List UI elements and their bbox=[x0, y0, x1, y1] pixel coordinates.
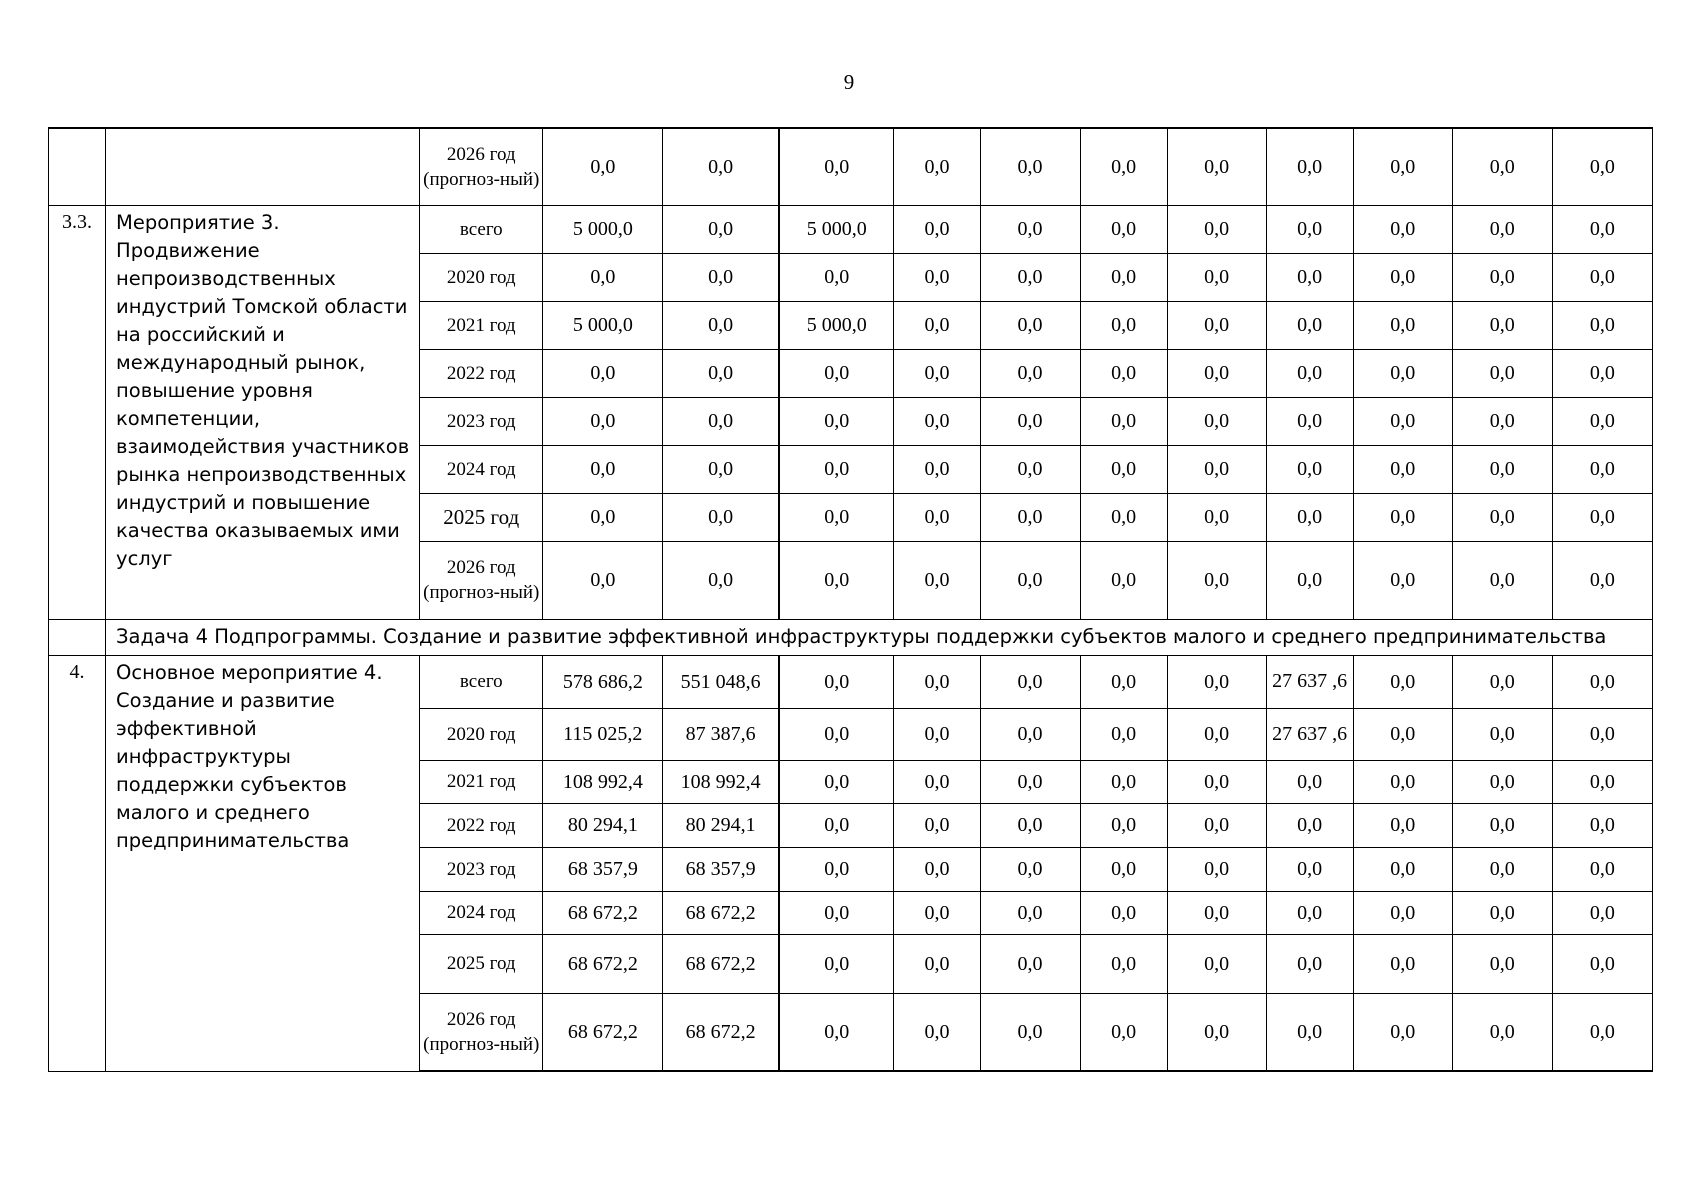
value-cell: 0,0 bbox=[1266, 847, 1353, 891]
value-cell: 0,0 bbox=[1353, 934, 1452, 993]
value-cell: 0,0 bbox=[779, 253, 894, 301]
value-cell: 5 000,0 bbox=[543, 205, 663, 253]
value-cell: 0,0 bbox=[1167, 445, 1266, 493]
value-cell: 0,0 bbox=[1080, 934, 1167, 993]
value-cell: 0,0 bbox=[663, 205, 779, 253]
value-cell: 0,0 bbox=[663, 397, 779, 445]
value-cell: 0,0 bbox=[779, 445, 894, 493]
task-row bbox=[49, 619, 1653, 655]
value-cell: 0,0 bbox=[1552, 493, 1652, 541]
value-cell: 0,0 bbox=[1452, 205, 1552, 253]
value-cell: 0,0 bbox=[1353, 445, 1452, 493]
value-cell: 68 672,2 bbox=[543, 934, 663, 993]
value-cell: 0,0 bbox=[543, 128, 663, 205]
value-cell: 0,0 bbox=[779, 349, 894, 397]
value-cell: 27 637 ,6 bbox=[1266, 708, 1353, 760]
year-cell: всего bbox=[420, 655, 543, 708]
value-cell: 0,0 bbox=[1552, 655, 1652, 708]
value-cell: 0,0 bbox=[980, 708, 1080, 760]
value-cell: 0,0 bbox=[1266, 349, 1353, 397]
value-cell: 0,0 bbox=[779, 128, 894, 205]
value-cell: 0,0 bbox=[543, 253, 663, 301]
value-cell: 0,0 bbox=[1080, 253, 1167, 301]
financing-table bbox=[48, 127, 1653, 1072]
row-number-cell: 4. bbox=[49, 655, 106, 1071]
value-cell: 0,0 bbox=[980, 655, 1080, 708]
value-cell: 0,0 bbox=[1552, 760, 1652, 803]
value-cell: 0,0 bbox=[1552, 993, 1652, 1071]
value-cell: 0,0 bbox=[663, 349, 779, 397]
value-cell: 0,0 bbox=[1552, 803, 1652, 847]
value-cell: 0,0 bbox=[894, 205, 980, 253]
value-cell: 0,0 bbox=[663, 301, 779, 349]
value-cell: 0,0 bbox=[980, 541, 1080, 619]
value-cell: 0,0 bbox=[663, 128, 779, 205]
value-cell: 0,0 bbox=[894, 253, 980, 301]
value-cell: 0,0 bbox=[1080, 493, 1167, 541]
value-cell: 0,0 bbox=[894, 301, 980, 349]
value-cell: 0,0 bbox=[1353, 541, 1452, 619]
value-cell: 0,0 bbox=[980, 349, 1080, 397]
year-cell: 2021 год bbox=[420, 301, 543, 349]
value-cell: 0,0 bbox=[663, 493, 779, 541]
row-number-cell bbox=[49, 128, 106, 205]
value-cell: 87 387,6 bbox=[663, 708, 779, 760]
value-cell: 0,0 bbox=[779, 760, 894, 803]
value-cell: 0,0 bbox=[1167, 934, 1266, 993]
value-cell: 0,0 bbox=[1080, 803, 1167, 847]
value-cell: 0,0 bbox=[1552, 349, 1652, 397]
value-cell: 0,0 bbox=[1167, 708, 1266, 760]
value-cell: 0,0 bbox=[894, 934, 980, 993]
value-cell: 0,0 bbox=[1552, 205, 1652, 253]
value-cell: 0,0 bbox=[1353, 493, 1452, 541]
year-cell: 2026 год (прогноз-ный) bbox=[420, 541, 543, 619]
value-cell: 0,0 bbox=[779, 397, 894, 445]
value-cell: 0,0 bbox=[980, 253, 1080, 301]
value-cell: 0,0 bbox=[1167, 205, 1266, 253]
value-cell: 0,0 bbox=[1167, 993, 1266, 1071]
value-cell: 0,0 bbox=[1353, 349, 1452, 397]
value-cell: 115 025,2 bbox=[543, 708, 663, 760]
value-cell: 0,0 bbox=[663, 253, 779, 301]
value-cell: 0,0 bbox=[1353, 655, 1452, 708]
value-cell: 68 672,2 bbox=[663, 891, 779, 934]
value-cell: 0,0 bbox=[1167, 128, 1266, 205]
value-cell: 0,0 bbox=[1353, 205, 1452, 253]
value-cell: 0,0 bbox=[980, 445, 1080, 493]
year-cell: 2024 год bbox=[420, 891, 543, 934]
value-cell: 0,0 bbox=[543, 541, 663, 619]
value-cell: 0,0 bbox=[1552, 301, 1652, 349]
value-cell: 0,0 bbox=[1080, 397, 1167, 445]
value-cell: 0,0 bbox=[894, 541, 980, 619]
year-cell: 2026 год (прогноз-ный) bbox=[420, 993, 543, 1071]
value-cell: 0,0 bbox=[980, 993, 1080, 1071]
value-cell: 0,0 bbox=[1266, 541, 1353, 619]
year-cell: 2025 год bbox=[420, 493, 543, 541]
value-cell: 0,0 bbox=[779, 993, 894, 1071]
value-cell: 0,0 bbox=[1552, 445, 1652, 493]
table-row bbox=[49, 205, 1653, 253]
page-number: 9 bbox=[843, 70, 855, 94]
value-cell: 0,0 bbox=[1552, 541, 1652, 619]
value-cell: 0,0 bbox=[1452, 253, 1552, 301]
value-cell: 0,0 bbox=[1552, 708, 1652, 760]
value-cell: 0,0 bbox=[1080, 349, 1167, 397]
value-cell: 0,0 bbox=[894, 708, 980, 760]
year-cell: 2023 год bbox=[420, 397, 543, 445]
value-cell: 5 000,0 bbox=[779, 301, 894, 349]
value-cell: 0,0 bbox=[543, 349, 663, 397]
value-cell: 0,0 bbox=[779, 891, 894, 934]
value-cell: 0,0 bbox=[894, 397, 980, 445]
value-cell: 0,0 bbox=[1167, 301, 1266, 349]
value-cell: 0,0 bbox=[980, 397, 1080, 445]
value-cell: 0,0 bbox=[1353, 847, 1452, 891]
value-cell: 0,0 bbox=[980, 934, 1080, 993]
row-number-cell: 3.3. bbox=[49, 205, 106, 619]
value-cell: 0,0 bbox=[980, 847, 1080, 891]
value-cell: 0,0 bbox=[779, 541, 894, 619]
value-cell: 0,0 bbox=[1452, 847, 1552, 891]
value-cell: 108 992,4 bbox=[663, 760, 779, 803]
year-cell: 2020 год bbox=[420, 253, 543, 301]
value-cell: 0,0 bbox=[1080, 128, 1167, 205]
year-cell: 2020 год bbox=[420, 708, 543, 760]
value-cell: 0,0 bbox=[1266, 445, 1353, 493]
value-cell: 0,0 bbox=[1353, 128, 1452, 205]
value-cell: 0,0 bbox=[1452, 708, 1552, 760]
task-title: Задача 4 Подпрограммы. Создание и развитие эффективной инфраструктуры поддержки субъектов малого и среднего предпринимательства bbox=[106, 619, 1653, 655]
value-cell: 68 357,9 bbox=[543, 847, 663, 891]
value-cell: 108 992,4 bbox=[543, 760, 663, 803]
value-cell: 0,0 bbox=[1452, 655, 1552, 708]
value-cell: 0,0 bbox=[1452, 934, 1552, 993]
value-cell: 0,0 bbox=[894, 655, 980, 708]
value-cell: 0,0 bbox=[1266, 301, 1353, 349]
value-cell: 0,0 bbox=[1552, 253, 1652, 301]
value-cell: 0,0 bbox=[894, 847, 980, 891]
value-cell: 5 000,0 bbox=[543, 301, 663, 349]
value-cell: 0,0 bbox=[1452, 493, 1552, 541]
value-cell: 0,0 bbox=[1167, 541, 1266, 619]
value-cell: 0,0 bbox=[1080, 301, 1167, 349]
value-cell: 0,0 bbox=[980, 128, 1080, 205]
value-cell: 0,0 bbox=[894, 993, 980, 1071]
value-cell: 68 672,2 bbox=[543, 891, 663, 934]
value-cell: 0,0 bbox=[980, 493, 1080, 541]
event-name-cell bbox=[106, 128, 420, 205]
value-cell: 0,0 bbox=[894, 445, 980, 493]
value-cell: 0,0 bbox=[980, 760, 1080, 803]
value-cell: 0,0 bbox=[980, 301, 1080, 349]
value-cell: 0,0 bbox=[543, 445, 663, 493]
value-cell: 0,0 bbox=[1080, 541, 1167, 619]
value-cell: 0,0 bbox=[1452, 301, 1552, 349]
table-row bbox=[49, 655, 1653, 708]
value-cell: 0,0 bbox=[894, 803, 980, 847]
value-cell: 27 637 ,6 bbox=[1266, 655, 1353, 708]
value-cell: 0,0 bbox=[543, 397, 663, 445]
value-cell: 0,0 bbox=[1080, 708, 1167, 760]
event-name-cell: Мероприятие 3. Продвижение непроизводственных индустрий Томской области на российский и международный рынок, повышение уровня компетенции, взаимодействия участников рынка непроизводственных индустрий и повышение качества оказываемых ими услуг bbox=[106, 205, 420, 619]
value-cell: 0,0 bbox=[1353, 253, 1452, 301]
year-cell: 2024 год bbox=[420, 445, 543, 493]
value-cell: 0,0 bbox=[1266, 128, 1353, 205]
value-cell: 0,0 bbox=[1353, 993, 1452, 1071]
value-cell: 0,0 bbox=[1167, 760, 1266, 803]
value-cell: 0,0 bbox=[1080, 847, 1167, 891]
value-cell: 0,0 bbox=[1266, 891, 1353, 934]
value-cell: 0,0 bbox=[1452, 541, 1552, 619]
year-cell: всего bbox=[420, 205, 543, 253]
value-cell: 0,0 bbox=[1452, 760, 1552, 803]
value-cell: 0,0 bbox=[1080, 760, 1167, 803]
value-cell: 0,0 bbox=[1266, 803, 1353, 847]
value-cell: 0,0 bbox=[1266, 993, 1353, 1071]
value-cell: 0,0 bbox=[1167, 803, 1266, 847]
value-cell: 0,0 bbox=[663, 541, 779, 619]
value-cell: 0,0 bbox=[1080, 655, 1167, 708]
year-cell: 2022 год bbox=[420, 349, 543, 397]
value-cell: 0,0 bbox=[1080, 891, 1167, 934]
value-cell: 0,0 bbox=[1080, 205, 1167, 253]
value-cell: 0,0 bbox=[1452, 891, 1552, 934]
value-cell: 0,0 bbox=[1552, 847, 1652, 891]
value-cell: 0,0 bbox=[1452, 993, 1552, 1071]
value-cell: 0,0 bbox=[1353, 397, 1452, 445]
value-cell: 0,0 bbox=[1167, 493, 1266, 541]
value-cell: 5 000,0 bbox=[779, 205, 894, 253]
value-cell: 0,0 bbox=[1167, 847, 1266, 891]
year-cell: 2023 год bbox=[420, 847, 543, 891]
value-cell: 0,0 bbox=[1452, 803, 1552, 847]
value-cell: 68 672,2 bbox=[663, 934, 779, 993]
value-cell: 0,0 bbox=[779, 708, 894, 760]
value-cell: 0,0 bbox=[543, 493, 663, 541]
year-cell: 2025 год bbox=[420, 934, 543, 993]
value-cell: 0,0 bbox=[894, 891, 980, 934]
value-cell: 0,0 bbox=[894, 128, 980, 205]
year-cell: 2021 год bbox=[420, 760, 543, 803]
value-cell: 0,0 bbox=[980, 803, 1080, 847]
value-cell: 0,0 bbox=[1552, 891, 1652, 934]
value-cell: 0,0 bbox=[894, 349, 980, 397]
event-name-cell: Основное мероприятие 4. Создание и развитие эффективной инфраструктуры поддержки субъектов малого и среднего предпринимательства bbox=[106, 655, 420, 1071]
value-cell: 0,0 bbox=[663, 445, 779, 493]
year-cell: 2022 год bbox=[420, 803, 543, 847]
value-cell: 0,0 bbox=[1167, 253, 1266, 301]
table-row bbox=[49, 128, 1653, 205]
value-cell: 0,0 bbox=[894, 760, 980, 803]
value-cell: 0,0 bbox=[894, 493, 980, 541]
value-cell: 68 357,9 bbox=[663, 847, 779, 891]
value-cell: 0,0 bbox=[1452, 128, 1552, 205]
value-cell: 0,0 bbox=[1353, 708, 1452, 760]
value-cell: 0,0 bbox=[1552, 128, 1652, 205]
value-cell: 0,0 bbox=[1452, 397, 1552, 445]
value-cell: 0,0 bbox=[1266, 205, 1353, 253]
value-cell: 0,0 bbox=[779, 655, 894, 708]
value-cell: 80 294,1 bbox=[543, 803, 663, 847]
value-cell: 551 048,6 bbox=[663, 655, 779, 708]
value-cell: 0,0 bbox=[1266, 397, 1353, 445]
value-cell: 0,0 bbox=[980, 891, 1080, 934]
value-cell: 0,0 bbox=[1080, 445, 1167, 493]
value-cell: 0,0 bbox=[1353, 760, 1452, 803]
row-number-cell bbox=[49, 619, 106, 655]
value-cell: 0,0 bbox=[1452, 445, 1552, 493]
value-cell: 0,0 bbox=[1353, 301, 1452, 349]
value-cell: 0,0 bbox=[1167, 397, 1266, 445]
value-cell: 0,0 bbox=[1353, 891, 1452, 934]
value-cell: 0,0 bbox=[1552, 397, 1652, 445]
value-cell: 68 672,2 bbox=[663, 993, 779, 1071]
value-cell: 0,0 bbox=[1353, 803, 1452, 847]
value-cell: 0,0 bbox=[1167, 891, 1266, 934]
value-cell: 68 672,2 bbox=[543, 993, 663, 1071]
year-cell: 2026 год (прогноз-ный) bbox=[420, 128, 543, 205]
value-cell: 0,0 bbox=[1266, 760, 1353, 803]
value-cell: 0,0 bbox=[1552, 934, 1652, 993]
value-cell: 0,0 bbox=[779, 803, 894, 847]
value-cell: 0,0 bbox=[779, 847, 894, 891]
value-cell: 0,0 bbox=[779, 934, 894, 993]
value-cell: 0,0 bbox=[1167, 349, 1266, 397]
value-cell: 0,0 bbox=[1452, 349, 1552, 397]
value-cell: 0,0 bbox=[1266, 493, 1353, 541]
value-cell: 0,0 bbox=[980, 205, 1080, 253]
value-cell: 0,0 bbox=[1266, 253, 1353, 301]
value-cell: 0,0 bbox=[1266, 934, 1353, 993]
value-cell: 0,0 bbox=[1167, 655, 1266, 708]
value-cell: 0,0 bbox=[1080, 993, 1167, 1071]
value-cell: 80 294,1 bbox=[663, 803, 779, 847]
value-cell: 0,0 bbox=[779, 493, 894, 541]
value-cell: 578 686,2 bbox=[543, 655, 663, 708]
